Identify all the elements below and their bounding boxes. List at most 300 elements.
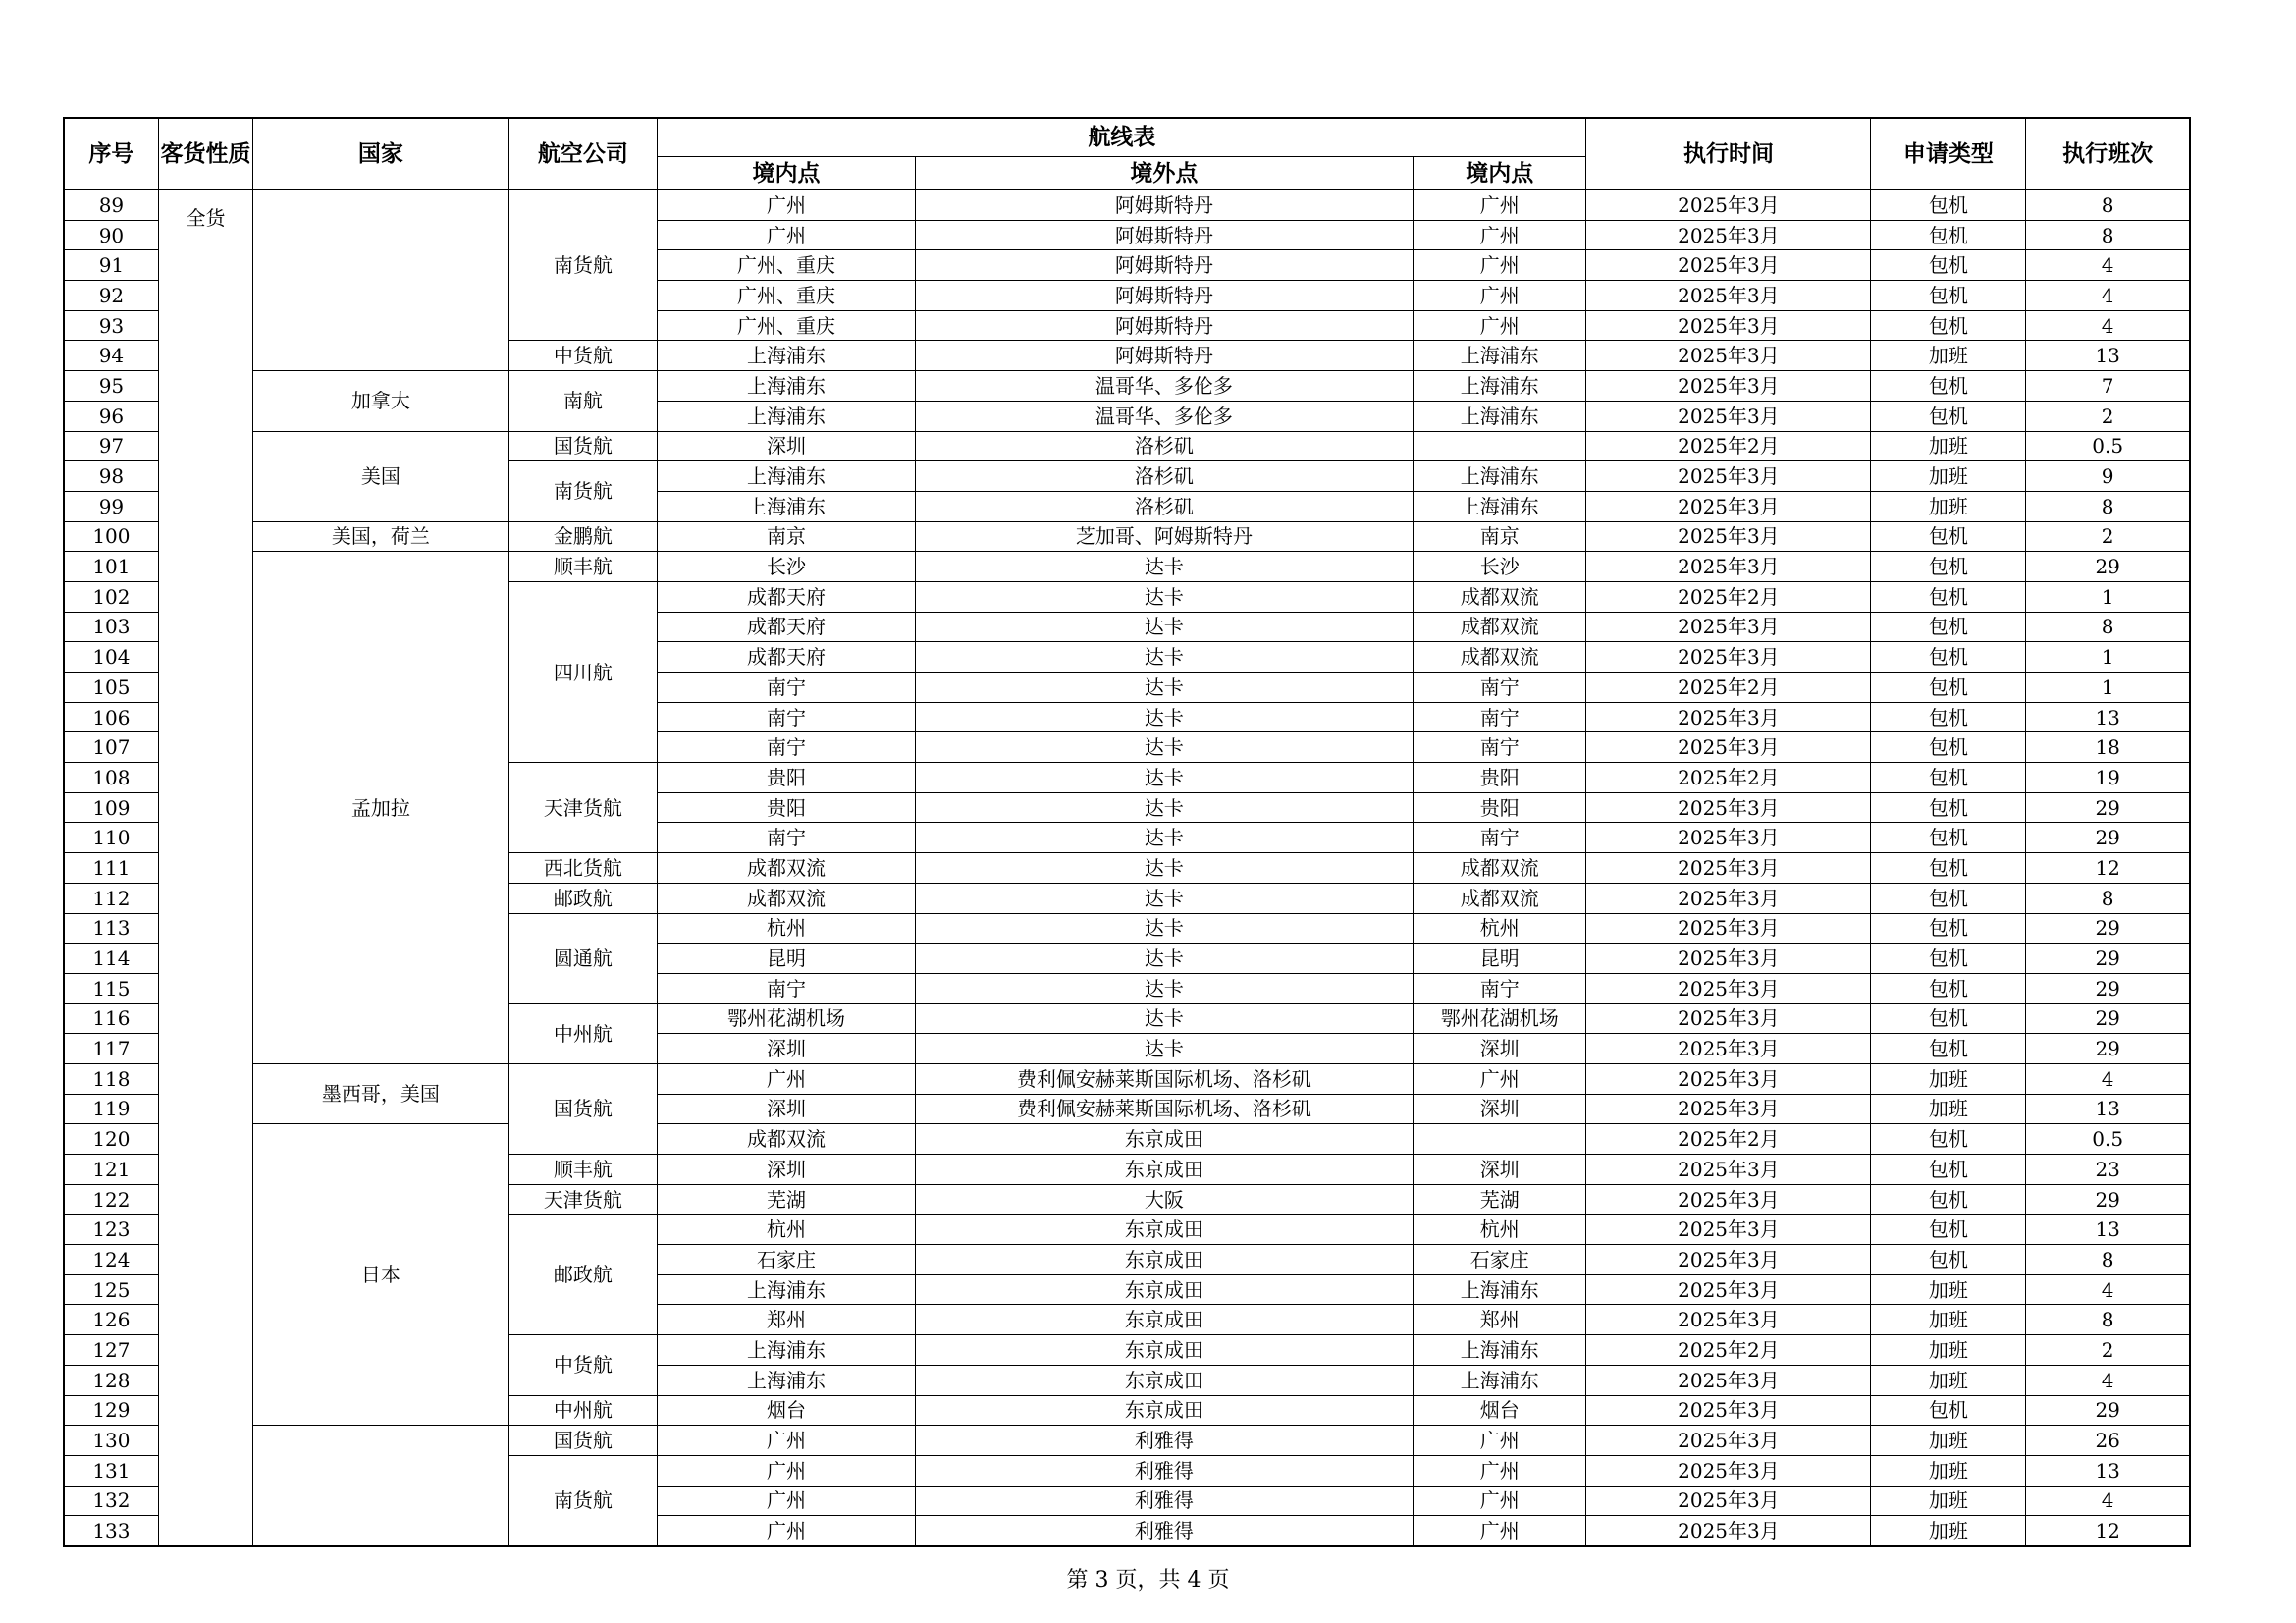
airline-cell: 四川航 bbox=[508, 581, 658, 762]
foreign-point-cell: 达卡 bbox=[915, 913, 1413, 944]
domestic-origin-cell: 长沙 bbox=[658, 552, 915, 582]
domestic-origin-cell: 上海浦东 bbox=[658, 371, 915, 402]
table-row bbox=[64, 1063, 2190, 1094]
period-cell: 2025年3月 bbox=[1586, 1305, 1871, 1335]
flights-cell: 4 bbox=[2026, 1365, 2190, 1395]
flights-cell: 8 bbox=[2026, 491, 2190, 521]
foreign-point-cell: 达卡 bbox=[915, 552, 1413, 582]
foreign-point-cell: 东京成田 bbox=[915, 1365, 1413, 1395]
period-cell: 2025年3月 bbox=[1586, 1094, 1871, 1124]
apply-type-cell: 包机 bbox=[1871, 1003, 2026, 1034]
seq-cell: 116 bbox=[64, 1003, 158, 1034]
apply-type-cell: 包机 bbox=[1871, 702, 2026, 732]
seq-cell: 102 bbox=[64, 581, 158, 612]
period-cell: 2025年3月 bbox=[1586, 190, 1871, 221]
airline-cell: 邮政航 bbox=[508, 883, 658, 913]
domestic-origin-cell: 广州 bbox=[658, 190, 915, 221]
apply-type-cell: 包机 bbox=[1871, 612, 2026, 642]
domestic-return-cell: 深圳 bbox=[1414, 1094, 1586, 1124]
table-header bbox=[64, 118, 2190, 190]
flights-cell: 13 bbox=[2026, 341, 2190, 371]
apply-type-cell: 加班 bbox=[1871, 461, 2026, 492]
airline-cell: 中州航 bbox=[508, 1003, 658, 1063]
foreign-point-cell: 达卡 bbox=[915, 612, 1413, 642]
foreign-point-cell: 达卡 bbox=[915, 1003, 1413, 1034]
flights-cell: 8 bbox=[2026, 1245, 2190, 1275]
flights-cell: 1 bbox=[2026, 581, 2190, 612]
table-row bbox=[64, 190, 2190, 221]
seq-cell: 99 bbox=[64, 491, 158, 521]
domestic-origin-cell: 成都天府 bbox=[658, 581, 915, 612]
seq-cell: 92 bbox=[64, 281, 158, 311]
flights-cell: 19 bbox=[2026, 763, 2190, 793]
flights-cell: 4 bbox=[2026, 1486, 2190, 1516]
table-row bbox=[64, 1124, 2190, 1155]
apply-type-cell: 加班 bbox=[1871, 491, 2026, 521]
period-cell: 2025年2月 bbox=[1586, 1124, 1871, 1155]
foreign-point-cell: 东京成田 bbox=[915, 1274, 1413, 1305]
period-cell: 2025年3月 bbox=[1586, 1365, 1871, 1395]
header-country: 国家 bbox=[253, 118, 508, 190]
flights-cell: 1 bbox=[2026, 673, 2190, 703]
domestic-origin-cell: 广州 bbox=[658, 1486, 915, 1516]
foreign-point-cell: 达卡 bbox=[915, 853, 1413, 884]
flights-cell: 29 bbox=[2026, 973, 2190, 1003]
period-cell: 2025年3月 bbox=[1586, 491, 1871, 521]
foreign-point-cell: 阿姆斯特丹 bbox=[915, 341, 1413, 371]
domestic-origin-cell: 南宁 bbox=[658, 973, 915, 1003]
domestic-return-cell: 贵阳 bbox=[1414, 792, 1586, 823]
apply-type-cell: 包机 bbox=[1871, 281, 2026, 311]
flights-cell: 4 bbox=[2026, 310, 2190, 341]
domestic-origin-cell: 贵阳 bbox=[658, 763, 915, 793]
apply-type-cell: 加班 bbox=[1871, 1486, 2026, 1516]
apply-type-cell: 包机 bbox=[1871, 1395, 2026, 1426]
domestic-origin-cell: 鄂州花湖机场 bbox=[658, 1003, 915, 1034]
flights-cell: 18 bbox=[2026, 732, 2190, 763]
flights-cell: 12 bbox=[2026, 1516, 2190, 1546]
seq-cell: 128 bbox=[64, 1365, 158, 1395]
apply-type-cell: 包机 bbox=[1871, 944, 2026, 974]
apply-type-cell: 包机 bbox=[1871, 913, 2026, 944]
seq-cell: 108 bbox=[64, 763, 158, 793]
domestic-return-cell: 上海浦东 bbox=[1414, 491, 1586, 521]
seq-cell: 122 bbox=[64, 1184, 158, 1215]
apply-type-cell: 包机 bbox=[1871, 792, 2026, 823]
flights-cell: 29 bbox=[2026, 792, 2190, 823]
seq-cell: 90 bbox=[64, 220, 158, 250]
seq-cell: 124 bbox=[64, 1245, 158, 1275]
foreign-point-cell: 费利佩安赫莱斯国际机场、洛杉矶 bbox=[915, 1094, 1413, 1124]
domestic-return-cell: 贵阳 bbox=[1414, 763, 1586, 793]
domestic-origin-cell: 南宁 bbox=[658, 823, 915, 853]
period-cell: 2025年3月 bbox=[1586, 913, 1871, 944]
domestic-return-cell: 杭州 bbox=[1414, 1215, 1586, 1245]
period-cell: 2025年3月 bbox=[1586, 642, 1871, 673]
domestic-origin-cell: 芜湖 bbox=[658, 1184, 915, 1215]
seq-cell: 97 bbox=[64, 431, 158, 461]
airline-cell: 中货航 bbox=[508, 341, 658, 371]
country-cell bbox=[253, 1426, 508, 1546]
domestic-return-cell: 成都双流 bbox=[1414, 581, 1586, 612]
domestic-return-cell: 广州 bbox=[1414, 250, 1586, 281]
domestic-origin-cell: 成都双流 bbox=[658, 883, 915, 913]
airline-cell: 南货航 bbox=[508, 1455, 658, 1546]
foreign-point-cell: 利雅得 bbox=[915, 1455, 1413, 1486]
seq-cell: 127 bbox=[64, 1335, 158, 1366]
airline-cell: 国货航 bbox=[508, 1426, 658, 1456]
domestic-origin-cell: 南宁 bbox=[658, 702, 915, 732]
apply-type-cell: 包机 bbox=[1871, 310, 2026, 341]
airline-cell: 中州航 bbox=[508, 1395, 658, 1426]
foreign-point-cell: 东京成田 bbox=[915, 1124, 1413, 1155]
seq-cell: 100 bbox=[64, 521, 158, 552]
header-route: 航线表 bbox=[658, 118, 1586, 157]
domestic-return-cell: 鄂州花湖机场 bbox=[1414, 1003, 1586, 1034]
period-cell: 2025年3月 bbox=[1586, 1063, 1871, 1094]
foreign-point-cell: 阿姆斯特丹 bbox=[915, 250, 1413, 281]
apply-type-cell: 包机 bbox=[1871, 1245, 2026, 1275]
domestic-origin-cell: 广州、重庆 bbox=[658, 281, 915, 311]
period-cell: 2025年2月 bbox=[1586, 763, 1871, 793]
apply-type-cell: 加班 bbox=[1871, 1063, 2026, 1094]
period-cell: 2025年3月 bbox=[1586, 220, 1871, 250]
airline-cell: 邮政航 bbox=[508, 1215, 658, 1335]
period-cell: 2025年3月 bbox=[1586, 1486, 1871, 1516]
domestic-return-cell: 广州 bbox=[1414, 1063, 1586, 1094]
apply-type-cell: 包机 bbox=[1871, 401, 2026, 431]
airline-cell: 天津货航 bbox=[508, 763, 658, 853]
domestic-return-cell: 成都双流 bbox=[1414, 642, 1586, 673]
domestic-origin-cell: 南京 bbox=[658, 521, 915, 552]
domestic-return-cell: 南京 bbox=[1414, 521, 1586, 552]
domestic-return-cell: 广州 bbox=[1414, 190, 1586, 221]
apply-type-cell: 包机 bbox=[1871, 1124, 2026, 1155]
flights-cell: 13 bbox=[2026, 1094, 2190, 1124]
flights-cell: 8 bbox=[2026, 220, 2190, 250]
seq-cell: 93 bbox=[64, 310, 158, 341]
seq-cell: 94 bbox=[64, 341, 158, 371]
period-cell: 2025年2月 bbox=[1586, 1335, 1871, 1366]
period-cell: 2025年2月 bbox=[1586, 673, 1871, 703]
apply-type-cell: 包机 bbox=[1871, 1034, 2026, 1064]
domestic-origin-cell: 成都天府 bbox=[658, 642, 915, 673]
domestic-return-cell: 芜湖 bbox=[1414, 1184, 1586, 1215]
domestic-origin-cell: 贵阳 bbox=[658, 792, 915, 823]
foreign-point-cell: 达卡 bbox=[915, 673, 1413, 703]
domestic-return-cell: 上海浦东 bbox=[1414, 1335, 1586, 1366]
foreign-point-cell: 阿姆斯特丹 bbox=[915, 310, 1413, 341]
domestic-return-cell: 深圳 bbox=[1414, 1155, 1586, 1185]
airline-cell: 金鹏航 bbox=[508, 521, 658, 552]
domestic-return-cell: 深圳 bbox=[1414, 1034, 1586, 1064]
foreign-point-cell: 达卡 bbox=[915, 763, 1413, 793]
domestic-origin-cell: 广州 bbox=[658, 1455, 915, 1486]
period-cell: 2025年3月 bbox=[1586, 612, 1871, 642]
apply-type-cell: 包机 bbox=[1871, 973, 2026, 1003]
period-cell: 2025年3月 bbox=[1586, 1426, 1871, 1456]
table-row bbox=[64, 371, 2190, 402]
seq-cell: 118 bbox=[64, 1063, 158, 1094]
domestic-return-cell: 上海浦东 bbox=[1414, 401, 1586, 431]
domestic-return-cell: 石家庄 bbox=[1414, 1245, 1586, 1275]
foreign-point-cell: 费利佩安赫莱斯国际机场、洛杉矶 bbox=[915, 1063, 1413, 1094]
domestic-return-cell: 成都双流 bbox=[1414, 853, 1586, 884]
flights-cell: 4 bbox=[2026, 250, 2190, 281]
flights-cell: 13 bbox=[2026, 1215, 2190, 1245]
table-row bbox=[64, 1426, 2190, 1456]
country-cell: 美国 bbox=[253, 431, 508, 521]
domestic-return-cell: 广州 bbox=[1414, 220, 1586, 250]
flights-cell: 9 bbox=[2026, 461, 2190, 492]
period-cell: 2025年3月 bbox=[1586, 792, 1871, 823]
foreign-point-cell: 阿姆斯特丹 bbox=[915, 281, 1413, 311]
apply-type-cell: 包机 bbox=[1871, 190, 2026, 221]
header-domestic-origin: 境内点 bbox=[658, 157, 915, 190]
seq-cell: 119 bbox=[64, 1094, 158, 1124]
table-body bbox=[64, 190, 2190, 1546]
country-cell: 日本 bbox=[253, 1124, 508, 1426]
domestic-return-cell: 广州 bbox=[1414, 281, 1586, 311]
domestic-origin-cell: 广州、重庆 bbox=[658, 250, 915, 281]
flights-cell: 4 bbox=[2026, 281, 2190, 311]
domestic-return-cell: 上海浦东 bbox=[1414, 341, 1586, 371]
domestic-origin-cell: 上海浦东 bbox=[658, 401, 915, 431]
domestic-origin-cell: 深圳 bbox=[658, 431, 915, 461]
apply-type-cell: 包机 bbox=[1871, 883, 2026, 913]
foreign-point-cell: 阿姆斯特丹 bbox=[915, 220, 1413, 250]
country-cell: 墨西哥，美国 bbox=[253, 1063, 508, 1123]
domestic-origin-cell: 成都天府 bbox=[658, 612, 915, 642]
flights-cell: 29 bbox=[2026, 1034, 2190, 1064]
period-cell: 2025年3月 bbox=[1586, 702, 1871, 732]
flights-cell: 13 bbox=[2026, 1455, 2190, 1486]
seq-cell: 96 bbox=[64, 401, 158, 431]
flights-cell: 8 bbox=[2026, 612, 2190, 642]
flights-cell: 26 bbox=[2026, 1426, 2190, 1456]
apply-type-cell: 包机 bbox=[1871, 552, 2026, 582]
domestic-origin-cell: 广州 bbox=[658, 220, 915, 250]
header-domestic-return: 境内点 bbox=[1414, 157, 1586, 190]
period-cell: 2025年3月 bbox=[1586, 1215, 1871, 1245]
foreign-point-cell: 达卡 bbox=[915, 823, 1413, 853]
seq-cell: 120 bbox=[64, 1124, 158, 1155]
seq-cell: 104 bbox=[64, 642, 158, 673]
airline-cell: 南航 bbox=[508, 371, 658, 431]
seq-cell: 103 bbox=[64, 612, 158, 642]
domestic-return-cell bbox=[1414, 1124, 1586, 1155]
header-airline: 航空公司 bbox=[508, 118, 658, 190]
apply-type-cell: 包机 bbox=[1871, 220, 2026, 250]
domestic-origin-cell: 南宁 bbox=[658, 732, 915, 763]
domestic-origin-cell: 上海浦东 bbox=[658, 461, 915, 492]
domestic-origin-cell: 杭州 bbox=[658, 1215, 915, 1245]
seq-cell: 98 bbox=[64, 461, 158, 492]
flights-cell: 2 bbox=[2026, 521, 2190, 552]
apply-type-cell: 加班 bbox=[1871, 1426, 2026, 1456]
domestic-return-cell: 南宁 bbox=[1414, 732, 1586, 763]
seq-cell: 101 bbox=[64, 552, 158, 582]
seq-cell: 121 bbox=[64, 1155, 158, 1185]
seq-cell: 107 bbox=[64, 732, 158, 763]
apply-type-cell: 包机 bbox=[1871, 673, 2026, 703]
foreign-point-cell: 东京成田 bbox=[915, 1305, 1413, 1335]
domestic-return-cell: 郑州 bbox=[1414, 1305, 1586, 1335]
country-cell: 加拿大 bbox=[253, 371, 508, 431]
domestic-return-cell: 广州 bbox=[1414, 310, 1586, 341]
seq-cell: 95 bbox=[64, 371, 158, 402]
flights-cell: 1 bbox=[2026, 642, 2190, 673]
foreign-point-cell: 温哥华、多伦多 bbox=[915, 401, 1413, 431]
seq-cell: 115 bbox=[64, 973, 158, 1003]
apply-type-cell: 包机 bbox=[1871, 1184, 2026, 1215]
period-cell: 2025年3月 bbox=[1586, 401, 1871, 431]
period-cell: 2025年3月 bbox=[1586, 1274, 1871, 1305]
domestic-origin-cell: 郑州 bbox=[658, 1305, 915, 1335]
apply-type-cell: 加班 bbox=[1871, 431, 2026, 461]
seq-cell: 125 bbox=[64, 1274, 158, 1305]
domestic-origin-cell: 石家庄 bbox=[658, 1245, 915, 1275]
foreign-point-cell: 洛杉矶 bbox=[915, 461, 1413, 492]
domestic-origin-cell: 深圳 bbox=[658, 1155, 915, 1185]
foreign-point-cell: 达卡 bbox=[915, 732, 1413, 763]
airline-cell: 顺丰航 bbox=[508, 1155, 658, 1185]
domestic-return-cell: 上海浦东 bbox=[1414, 461, 1586, 492]
flights-cell: 29 bbox=[2026, 1184, 2190, 1215]
domestic-return-cell: 烟台 bbox=[1414, 1395, 1586, 1426]
flights-cell: 0.5 bbox=[2026, 1124, 2190, 1155]
domestic-return-cell: 南宁 bbox=[1414, 702, 1586, 732]
foreign-point-cell: 东京成田 bbox=[915, 1395, 1413, 1426]
seq-cell: 113 bbox=[64, 913, 158, 944]
domestic-origin-cell: 杭州 bbox=[658, 913, 915, 944]
period-cell: 2025年2月 bbox=[1586, 581, 1871, 612]
seq-cell: 109 bbox=[64, 792, 158, 823]
seq-cell: 130 bbox=[64, 1426, 158, 1456]
flights-cell: 29 bbox=[2026, 552, 2190, 582]
seq-cell: 133 bbox=[64, 1516, 158, 1546]
period-cell: 2025年3月 bbox=[1586, 944, 1871, 974]
flights-cell: 2 bbox=[2026, 401, 2190, 431]
apply-type-cell: 加班 bbox=[1871, 1365, 2026, 1395]
domestic-return-cell bbox=[1414, 431, 1586, 461]
period-cell: 2025年3月 bbox=[1586, 1516, 1871, 1546]
seq-cell: 129 bbox=[64, 1395, 158, 1426]
domestic-origin-cell: 昆明 bbox=[658, 944, 915, 974]
foreign-point-cell: 芝加哥、阿姆斯特丹 bbox=[915, 521, 1413, 552]
foreign-point-cell: 利雅得 bbox=[915, 1516, 1413, 1546]
airline-cell: 天津货航 bbox=[508, 1184, 658, 1215]
seq-cell: 123 bbox=[64, 1215, 158, 1245]
foreign-point-cell: 利雅得 bbox=[915, 1486, 1413, 1516]
flights-cell: 29 bbox=[2026, 823, 2190, 853]
period-cell: 2025年3月 bbox=[1586, 1003, 1871, 1034]
period-cell: 2025年3月 bbox=[1586, 973, 1871, 1003]
seq-cell: 126 bbox=[64, 1305, 158, 1335]
domestic-origin-cell: 上海浦东 bbox=[658, 1335, 915, 1366]
flights-cell: 29 bbox=[2026, 913, 2190, 944]
airline-cell: 南货航 bbox=[508, 461, 658, 521]
flights-cell: 29 bbox=[2026, 1395, 2190, 1426]
domestic-origin-cell: 广州 bbox=[658, 1516, 915, 1546]
flights-cell: 8 bbox=[2026, 883, 2190, 913]
foreign-point-cell: 达卡 bbox=[915, 581, 1413, 612]
foreign-point-cell: 达卡 bbox=[915, 973, 1413, 1003]
seq-cell: 89 bbox=[64, 190, 158, 221]
airline-cell: 中货航 bbox=[508, 1335, 658, 1395]
domestic-return-cell: 上海浦东 bbox=[1414, 371, 1586, 402]
foreign-point-cell: 东京成田 bbox=[915, 1245, 1413, 1275]
period-cell: 2025年3月 bbox=[1586, 883, 1871, 913]
domestic-origin-cell: 烟台 bbox=[658, 1395, 915, 1426]
seq-cell: 131 bbox=[64, 1455, 158, 1486]
period-cell: 2025年3月 bbox=[1586, 1455, 1871, 1486]
apply-type-cell: 包机 bbox=[1871, 581, 2026, 612]
apply-type-cell: 包机 bbox=[1871, 642, 2026, 673]
nature-cell: 全货 bbox=[158, 190, 252, 1546]
period-cell: 2025年3月 bbox=[1586, 281, 1871, 311]
period-cell: 2025年3月 bbox=[1586, 371, 1871, 402]
period-cell: 2025年3月 bbox=[1586, 461, 1871, 492]
foreign-point-cell: 温哥华、多伦多 bbox=[915, 371, 1413, 402]
domestic-return-cell: 上海浦东 bbox=[1414, 1274, 1586, 1305]
foreign-point-cell: 达卡 bbox=[915, 792, 1413, 823]
period-cell: 2025年3月 bbox=[1586, 853, 1871, 884]
period-cell: 2025年3月 bbox=[1586, 250, 1871, 281]
domestic-return-cell: 南宁 bbox=[1414, 673, 1586, 703]
country-cell bbox=[253, 190, 508, 371]
domestic-origin-cell: 深圳 bbox=[658, 1094, 915, 1124]
header-apply-type: 申请类型 bbox=[1871, 118, 2026, 190]
period-cell: 2025年3月 bbox=[1586, 732, 1871, 763]
flights-cell: 8 bbox=[2026, 190, 2190, 221]
apply-type-cell: 加班 bbox=[1871, 1516, 2026, 1546]
flight-schedule-table bbox=[63, 117, 2191, 1547]
apply-type-cell: 包机 bbox=[1871, 853, 2026, 884]
domestic-origin-cell: 成都双流 bbox=[658, 1124, 915, 1155]
apply-type-cell: 包机 bbox=[1871, 1155, 2026, 1185]
foreign-point-cell: 东京成田 bbox=[915, 1215, 1413, 1245]
period-cell: 2025年3月 bbox=[1586, 1395, 1871, 1426]
foreign-point-cell: 东京成田 bbox=[915, 1335, 1413, 1366]
apply-type-cell: 包机 bbox=[1871, 521, 2026, 552]
flights-cell: 0.5 bbox=[2026, 431, 2190, 461]
domestic-return-cell: 上海浦东 bbox=[1414, 1365, 1586, 1395]
foreign-point-cell: 达卡 bbox=[915, 702, 1413, 732]
seq-cell: 105 bbox=[64, 673, 158, 703]
header-nature: 客货性质 bbox=[158, 118, 252, 190]
flights-cell: 4 bbox=[2026, 1063, 2190, 1094]
header-foreign: 境外点 bbox=[915, 157, 1413, 190]
apply-type-cell: 包机 bbox=[1871, 250, 2026, 281]
seq-cell: 111 bbox=[64, 853, 158, 884]
foreign-point-cell: 达卡 bbox=[915, 944, 1413, 974]
seq-cell: 110 bbox=[64, 823, 158, 853]
apply-type-cell: 包机 bbox=[1871, 1215, 2026, 1245]
domestic-return-cell: 长沙 bbox=[1414, 552, 1586, 582]
domestic-return-cell: 成都双流 bbox=[1414, 883, 1586, 913]
apply-type-cell: 包机 bbox=[1871, 732, 2026, 763]
domestic-return-cell: 广州 bbox=[1414, 1455, 1586, 1486]
apply-type-cell: 加班 bbox=[1871, 341, 2026, 371]
apply-type-cell: 包机 bbox=[1871, 371, 2026, 402]
apply-type-cell: 包机 bbox=[1871, 763, 2026, 793]
foreign-point-cell: 达卡 bbox=[915, 642, 1413, 673]
foreign-point-cell: 达卡 bbox=[915, 1034, 1413, 1064]
period-cell: 2025年3月 bbox=[1586, 1184, 1871, 1215]
domestic-origin-cell: 上海浦东 bbox=[658, 491, 915, 521]
flights-cell: 23 bbox=[2026, 1155, 2190, 1185]
